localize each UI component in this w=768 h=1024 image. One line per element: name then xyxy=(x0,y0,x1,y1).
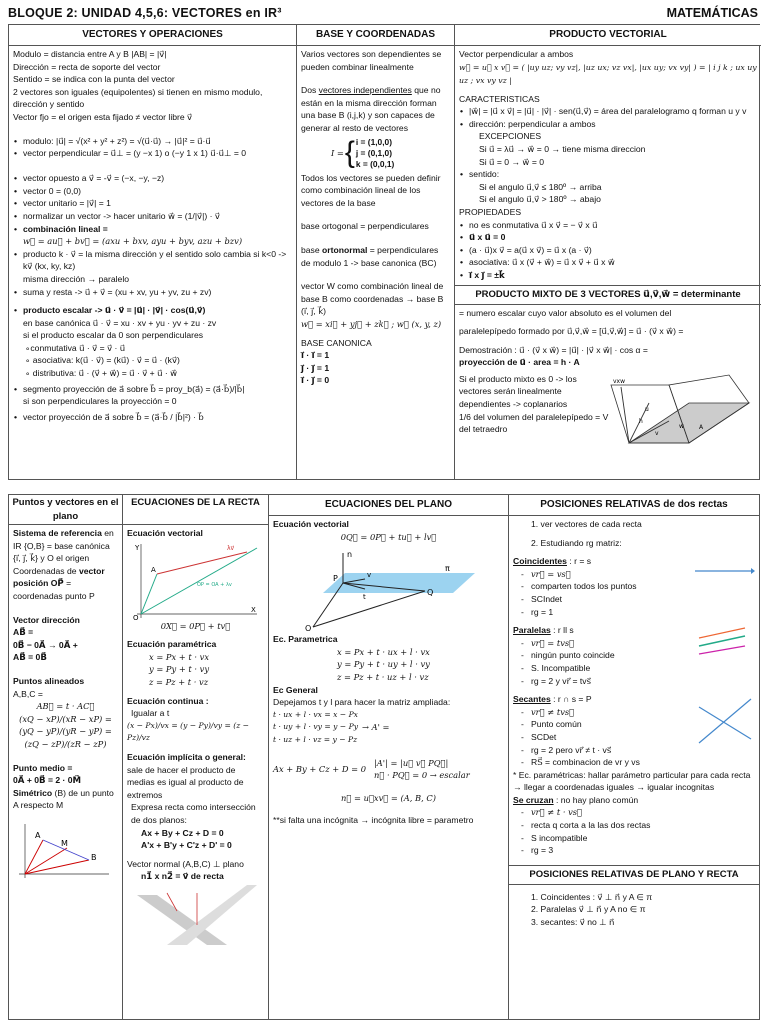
bullet-unitario: • vector unitario = |v⃗| = 1 xyxy=(13,197,292,210)
posiciones-plano-recta-title: POSICIONES RELATIVAS DE PLANO Y RECTA xyxy=(509,865,759,885)
base-p5: base ortonormal = perpendiculares de modulo 1 -> base canonica (BC) xyxy=(301,244,439,268)
svg-text:A: A xyxy=(151,565,156,574)
bullet-combinacion: • combinación lineal = xyxy=(13,223,292,236)
plano-eg-general: Ax + By + Cz + D = 0 |A'| = |u⃗ v⃗ PQ⃗| n⃗ · PQ⃗ = 0 → escalar xyxy=(273,757,470,781)
recta-ei: Ecuación implícita o general: sale de hacer el producto de medias es igual al producto de extremos xyxy=(127,751,246,800)
mixto-title: PRODUCTO MIXTO DE 3 VECTORES u⃗,v⃗,w⃗ = determinante xyxy=(455,285,761,305)
vd-3: AB⃗ = 0B⃗ xyxy=(13,652,47,663)
coin-4: - rg = 1 xyxy=(513,606,695,619)
svg-text:t: t xyxy=(363,593,366,602)
plano-ev-title: Ecuación vectorial xyxy=(273,519,349,529)
recta-column xyxy=(123,495,269,1019)
excepciones-title: EXCEPCIONES xyxy=(479,131,542,142)
mix-1: = numero escalar cuyo valor absoluto es el volumen del xyxy=(459,307,672,318)
bullet-perpendicular: • vector perpendicular = u⃗⊥ = (y −x 1) o (−y 1 x 1) u⃗·u⃗⊥ = 0 xyxy=(13,147,292,172)
bullet-escalar: • producto escalar -> u⃗ · v⃗ = |u⃗| · |v⃗| · cos(u⃗,v⃗) xyxy=(13,304,292,317)
plano-column xyxy=(269,495,509,1019)
line: Dirección = recta de soporte del vector xyxy=(13,61,161,72)
vector-direccion-title: Vector dirección xyxy=(13,614,80,625)
svg-text:P: P xyxy=(333,574,338,584)
mix-5: Si el producto mixto es 0 -> los vectores serán linealmente dependientes -> coplanarios xyxy=(459,373,577,410)
sec-4: - rg = 2 pero vr⃗ ≠ t · vs⃗ xyxy=(513,744,695,757)
top-panel xyxy=(8,24,760,480)
plano-ecp-title: Ec. Parametrica xyxy=(273,634,338,645)
plano-ev-formula: 0Q⃗ = 0P⃗ + tu⃗ + lv⃗ xyxy=(340,531,437,542)
pos-n2: 2. Estudiando rg matriz: xyxy=(531,537,622,548)
bullet-vector-proyeccion: • vector proyección de a⃗ sobre b⃗ = (a⃗·b⃗ / |b⃗|²) · b⃗ xyxy=(13,411,292,424)
pa-3: (xQ − xP)/(xR − xP) = xyxy=(19,713,112,724)
recta-figure xyxy=(127,540,263,620)
plano-title: ECUACIONES DEL PLANO xyxy=(269,495,508,516)
prod-l1: Vector perpendicular a ambos xyxy=(459,49,574,59)
bullet-opuesto: • vector opuesto a v⃗ = -v⃗ = (−x, −y, −z) xyxy=(13,172,292,185)
svg-text:h: h xyxy=(639,417,643,425)
mix-2: paralelepípedo formado por u⃗,v⃗,w⃗ = [u⃗,v⃗,w⃗] = u⃗ · (v⃗ x w⃗) = xyxy=(459,326,684,337)
vd-2: 0B⃗ − 0A⃗ → 0A⃗ + xyxy=(13,639,78,650)
pos-note: * Ec. paramétricas: hallar parámetro particular para cada recta → llegar a coordenadas iguales → igualar incognitas xyxy=(513,769,751,793)
pa-5: (zQ − zP)/(zR − zP) xyxy=(24,738,107,749)
page-header xyxy=(0,0,768,22)
vec-ops-column xyxy=(9,25,297,479)
base-p3: Todos los vectores se pueden definir como combinación lineal de los vectores de la base xyxy=(301,172,441,208)
pr-2: 2. Paralelas v⃗ ⊥ n⃗ y A no ∈ π xyxy=(531,904,646,915)
vd-1: AB⃗ = xyxy=(13,627,34,638)
plano-eg-title: Ec General xyxy=(273,684,318,695)
sentido-2: Si el angulo u⃗,v⃗ > 180º → abajo xyxy=(479,194,601,205)
bc-1: i⃗ · i⃗ = 1 xyxy=(301,350,330,361)
puntos-alineados-title: Puntos alineados xyxy=(13,675,85,686)
par-4: - rg = 2 y vr⃗ = tvs⃗ xyxy=(513,675,695,688)
sistema-referencia: Sistema de referencia en IR {O,B} = base canónica {i⃗, j⃗, k⃗} y O el origen xyxy=(13,528,114,564)
line: si son perpendiculares la proyección = 0 xyxy=(23,396,177,407)
svg-text:B: B xyxy=(91,852,97,862)
bullet-suma: • suma y resta -> u⃗ + v⃗ = (xu + xv, yu + yv, zu + zv) xyxy=(13,286,292,299)
propiedades-title: PROPIEDADES xyxy=(459,206,522,217)
parallelepiped-figure xyxy=(609,373,757,449)
coincidentes: Coincidentes : r = s xyxy=(513,556,592,567)
svg-text:OP = OA + λv: OP = OA + λv xyxy=(197,581,232,588)
svg-text:O: O xyxy=(133,613,139,620)
line: Sentido = se indica con la punta del vector xyxy=(13,74,175,85)
paralelas-figure xyxy=(695,624,755,658)
secantes-figure xyxy=(695,693,755,749)
bullet-vector-0: • vector 0 = (0,0) xyxy=(13,185,292,198)
plano-eg-system: t · ux + l · vx = x − Px t · uy + l · vy = y − Py t · uz + l · vz = y − Pz → A' = xyxy=(273,709,390,744)
svg-text:A: A xyxy=(35,830,41,840)
pm-1: 0A⃗ + 0B⃗ = 2 · 0M⃗ xyxy=(13,775,82,786)
plano-ecp-1: x = Px + t · ux + l · vx xyxy=(337,646,430,657)
coin-2: - comparten todos los puntos xyxy=(513,580,695,593)
coin-1: - vr⃗ = vs⃗ xyxy=(513,568,695,581)
pa-1: A,B,C = xyxy=(13,688,43,699)
exc-1: Si u⃗ = λu⃗ → w⃗ = 0 → tiene misma direccion xyxy=(479,143,646,154)
secantes: Secantes : r ∩ s = P xyxy=(513,694,592,705)
plano-figure xyxy=(303,543,483,633)
pr-3: 3. secantes: v⃗ no ⊥ n⃗ xyxy=(531,917,615,928)
bc-3: i⃗ · j⃗ = 0 xyxy=(301,375,330,386)
pos-n1: 1. ver vectores de cada recta xyxy=(531,519,642,529)
par-2: - ningún punto coincide xyxy=(513,649,695,662)
base-p6-formula: w⃗ = xi⃗ + yj⃗ + zk⃗ ; w⃗ (x, y, z) xyxy=(301,318,442,329)
coin-3: - SCIndet xyxy=(513,593,695,606)
cru-1: - vr⃗ ≠ t · vs⃗ xyxy=(513,806,755,819)
bullet-segmento: • segmento proyección de a⃗ sobre b⃗ = proy_b(a⃗) = (a⃗·b⃗)/|b⃗| xyxy=(13,383,292,396)
prod-column xyxy=(455,25,761,479)
svg-text:v: v xyxy=(367,571,372,580)
prop-area: • |w⃗| = |u⃗ x v⃗| = |u⃗| · |v⃗| · sen(u⃗,v⃗) = área del paralelogramo q forman u y v xyxy=(459,105,757,118)
plano-eg-normal: n⃗ = u⃗xv⃗ = (A, B, C) xyxy=(341,792,436,803)
base-p6: vector W como combinación lineal de base B como coordenadas → base B (i⃗, j⃗, k⃗) xyxy=(301,281,444,317)
bc-2: j⃗ · j⃗ = 1 xyxy=(301,362,330,373)
base-title: BASE Y COORDENADAS xyxy=(297,25,454,46)
se-cruzan: Se cruzan : no hay plano común xyxy=(513,794,639,805)
line: 2 vectores son iguales (equipolentes) si tienen en mismo modulo, dirección y sentido xyxy=(13,86,263,110)
cru-4: - rg = 3 xyxy=(513,844,755,857)
plano-eg-1: Depejamos t y l para hacer la matriz ampliada: xyxy=(273,697,451,708)
svg-text:Y: Y xyxy=(135,543,140,552)
pa-2: AB⃗ = t · AC⃗ xyxy=(36,701,95,712)
par-3: - S. Incompatible xyxy=(513,662,695,675)
recta-title: ECUACIONES DE LA RECTA xyxy=(123,495,268,525)
posiciones-title: POSICIONES RELATIVAS de dos rectas xyxy=(509,495,759,516)
bullet-producto: • producto k · v⃗ = la misma dirección y el sentido solo cambia si k<0 -> kv⃗ (kx, ky, kz) xyxy=(13,248,292,273)
bullet-modulo: • modulo: |u⃗| = √(x² + y² + z²) = √(u⃗·u⃗) → |u⃗|² = u⃗·u⃗ xyxy=(13,135,292,148)
recta-ei-4: A'x + B'y + C'z + D' = 0 xyxy=(141,840,232,851)
prop-5: • i⃗ x j⃗ = ±k⃗ xyxy=(459,269,757,282)
recta-ec-title: Ecuación continua : xyxy=(127,695,209,706)
prop-2: • u⃗ x u⃗ = 0 xyxy=(459,231,757,244)
puntos-column xyxy=(9,495,123,1019)
base-p4: base ortogonal = perpendiculares xyxy=(301,221,429,232)
bottom-panel xyxy=(8,494,760,1020)
prop-direccion: • dirección: perpendicular a ambos xyxy=(459,118,757,131)
line: Vector fjo = el origen esta fijado ≠ vector libre v⃗ xyxy=(13,111,193,122)
recta-ec-1: Igualar a t xyxy=(131,708,170,719)
prop-4: • asociativa: u⃗ x (v⃗ + w⃗) = u⃗ x v⃗ + u⃗ x w⃗ xyxy=(459,256,757,269)
planes-figure xyxy=(137,885,257,945)
base-p2: Dos vectores independientes que no están en la misma dirección forman una base B (i,j,k) y son capaces de generar al resto de vectores xyxy=(301,85,441,133)
recta-vn-1: n1⃗ x n2⃗ = v⃗ de recta xyxy=(141,871,224,882)
svg-text:u: u xyxy=(645,405,649,413)
recta-ec-2: (x − Px)/vx = (y − Py)/vy = (z − Pz)/vz xyxy=(127,720,249,743)
subject-label: MATEMÁTICAS xyxy=(666,6,758,20)
puntos-title: Puntos y vectores en el plano xyxy=(9,495,122,525)
plano-ecp-3: z = Pz + t · uz + l · vz xyxy=(337,671,429,682)
recta-ev-title: Ecuación vectorial xyxy=(127,528,203,538)
recta-vn: Vector normal (A,B,C) ⊥ plano xyxy=(127,858,244,869)
line: en base canónica u⃗ · v⃗ = xu · xv + yu · yv + zu · zv xyxy=(23,317,217,328)
vector-posicion: Coordenadas de vector posición OP⃗ = coordenadas punto P xyxy=(13,565,105,601)
simetrico-figure xyxy=(13,820,113,882)
plano-ecp-2: y = Py + t · uy + l · vy xyxy=(337,659,430,670)
prop-distributiva: ∘ distributiva: u⃗ · (v⃗ + w⃗) = u⃗ · v⃗ + u⃗ · w⃗ xyxy=(25,368,178,379)
recta-ep-3: z = Pz + t · vz xyxy=(149,676,209,687)
paralelas: Paralelas : r ll s xyxy=(513,625,574,636)
plano-eg-note: **si falta una incógnita → incógnita libre = parametro xyxy=(273,815,474,826)
par-1: - vr⃗ = tvs⃗ xyxy=(513,637,695,650)
coincidentes-figure xyxy=(695,555,755,585)
mix-4: proyección de u⃗ · area = h · A xyxy=(459,357,580,368)
sec-5: - RS⃗ = combinacion de vr y vs xyxy=(513,756,695,769)
exc-2: Si u⃗ = 0 → w⃗ = 0 xyxy=(479,156,545,167)
svg-text:w: w xyxy=(679,422,684,430)
caract-title: CARACTERISTICAS xyxy=(459,93,540,104)
paralelo-line: misma dirección → paralelo xyxy=(23,273,130,284)
base-column xyxy=(297,25,455,479)
base-canonica-title: BASE CANONICA xyxy=(301,337,372,348)
prop-3: • (a · u⃗)x v⃗ = a(u⃗ x v⃗) = u⃗ x (a · v⃗) xyxy=(459,244,757,257)
prop-sentido: • sentido: xyxy=(459,168,757,181)
recta-ei-2: Expresa recta como intersección de dos planos: xyxy=(131,802,256,825)
combinacion-formula: w⃗ = au⃗ + bv⃗ = (axu + bxv, ayu + byv, azu + bzv) xyxy=(23,236,243,247)
svg-text:M: M xyxy=(61,838,68,848)
posiciones-column xyxy=(509,495,759,1019)
base-p1: Varios vectores son dependientes se pueden combinar linealmente xyxy=(301,49,442,72)
pa-4: (yQ − yP)/(yR − yP) = xyxy=(19,726,112,737)
svg-text:O: O xyxy=(305,624,312,634)
mix-6: 1/6 del volumen del paralelepípedo = V del tetraedro xyxy=(459,411,609,435)
svg-text:A: A xyxy=(699,423,704,431)
bullet-normalizar: • normalizar un vector -> hacer unitario w⃗ = (1/|v⃗|) · v⃗ xyxy=(13,210,292,223)
prop-1: • no es conmutativa u⃗ x v⃗ = − v⃗ x u⃗ xyxy=(459,219,757,232)
cru-3: - S incompatible xyxy=(513,832,755,845)
prod-title: PRODUCTO VECTORIAL xyxy=(455,25,761,46)
svg-text:λv⃗: λv⃗ xyxy=(227,544,235,552)
identity-matrix: I = { i = (1,0,0) j = (0,1,0) k = (0,0,1) xyxy=(331,136,395,170)
recta-ep-title: Ecuación paramétrica xyxy=(127,639,217,650)
svg-text:Q: Q xyxy=(427,588,434,598)
prop-asociativa: ∘ asociativa: k(u⃗ · v⃗) = (ku⃗) · v⃗ = u⃗ · (kv⃗) xyxy=(25,355,180,366)
svg-text:π: π xyxy=(445,564,450,574)
recta-ei-3: Ax + By + Cz + D = 0 xyxy=(141,827,224,838)
sec-3: - SCDet xyxy=(513,731,695,744)
sec-2: - Punto común xyxy=(513,718,695,731)
simetrico: Simétrico (B) de un punto A respecto M xyxy=(13,787,114,811)
svg-text:X: X xyxy=(251,605,256,614)
prop-conmutativa: ∘conmutativa u⃗ · v⃗ = v⃗ · u⃗ xyxy=(25,342,126,353)
svg-text:n: n xyxy=(347,550,353,560)
cru-2: - recta q corta a la las dos rectas xyxy=(513,819,755,832)
svg-text:vxw: vxw xyxy=(613,377,626,385)
recta-ev-formula: 0X⃗ = 0P⃗ + tv⃗ xyxy=(160,620,231,631)
pr-1: 1. Coincidentes : v⃗ ⊥ n⃗ y A ∈ π xyxy=(531,891,653,902)
svg-text:v: v xyxy=(655,429,659,437)
recta-ep-1: x = Px + t · vx xyxy=(149,651,210,662)
recta-ep-2: y = Py + t · vy xyxy=(149,664,210,675)
punto-medio-title: Punto medio = xyxy=(13,762,73,773)
line: Modulo = distancia entre A y B |AB| = |v⃗| xyxy=(13,49,167,59)
sec-1: - vr⃗ ≠ tvs⃗ xyxy=(513,706,695,719)
mix-3: Demostración : u⃗ · (v⃗ x w⃗) = |u⃗| · |v⃗ x w⃗| · cos α = xyxy=(459,344,648,355)
sentido-1: Si el angulo u⃗,v⃗ ≤ 180º → arriba xyxy=(479,181,602,192)
vec-ops-title: VECTORES Y OPERACIONES xyxy=(9,25,296,46)
page-title: BLOQUE 2: UNIDAD 4,5,6: VECTORES en IR³ xyxy=(8,6,282,20)
prod-l2: w⃗ = u⃗ x v⃗ = ( |uy uz; vy vz|, |uz ux; vz vx|, |ux uy; vx vy| ) = | i j k ; ux uy uz ; vx vy vz | xyxy=(459,62,757,85)
line: si el producto escalar da 0 son perpendiculares xyxy=(23,330,204,341)
